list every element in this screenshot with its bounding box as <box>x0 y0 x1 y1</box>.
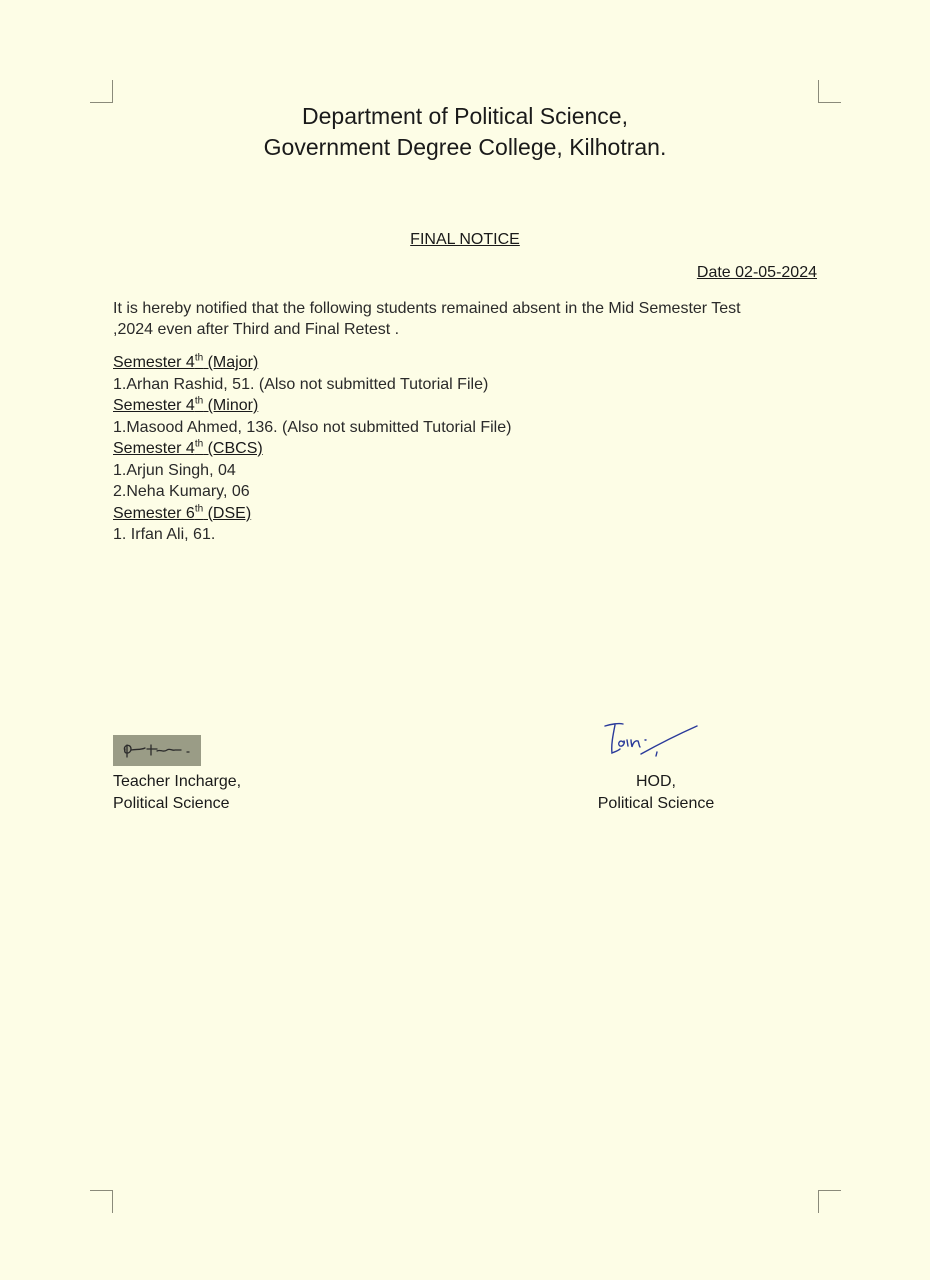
hod-role: HOD, <box>636 773 676 790</box>
notice-body-line-2: ,2024 even after Third and Final Retest . <box>113 321 400 338</box>
list-item: 1.Arhan Rashid, 51. (Also not submitted Tutorial File) <box>113 375 489 393</box>
teacher-role: Teacher Incharge, <box>113 773 242 790</box>
semester-heading-4-major: Semester 4th (Major) <box>113 352 259 371</box>
list-item: 1.Masood Ahmed, 136. (Also not submitted Tutorial File) <box>113 418 512 436</box>
list-item: 1.Arjun Singh, 04 <box>113 461 236 479</box>
college-heading: Government Degree College, Kilhotran. <box>263 134 667 160</box>
teacher-department: Political Science <box>113 794 230 812</box>
hod-signature-icon <box>595 716 700 766</box>
crop-mark-bottom-left <box>90 1190 113 1213</box>
hod-department: Political Science <box>597 794 715 812</box>
notice-title: FINAL NOTICE <box>410 231 520 248</box>
semester-heading-4-minor: Semester 4th (Minor) <box>113 395 259 414</box>
list-item: 1. Irfan Ali, 61. <box>113 526 216 543</box>
notice-body-line-1: It is hereby notified that the following students remained absent in the Mid Semester Test <box>113 300 741 317</box>
list-item: 2.Neha Kumary, 06 <box>113 483 250 500</box>
teacher-incharge-label <box>113 771 241 814</box>
teacher-signature-icon <box>113 735 201 766</box>
notice-body <box>113 298 813 340</box>
hod-label <box>560 771 752 814</box>
semester-heading-6-dse: Semester 6th (DSE) <box>113 503 252 522</box>
absent-student-list <box>113 352 813 546</box>
crop-mark-bottom-right <box>818 1190 841 1213</box>
crop-mark-top-right <box>818 80 841 103</box>
semester-heading-4-cbcs: Semester 4th (CBCS) <box>113 438 263 457</box>
crop-mark-top-left <box>90 80 113 103</box>
department-heading: Department of Political Science, <box>302 103 628 129</box>
notice-date: Date 02-05-2024 <box>696 264 817 281</box>
teacher-signature-stamp <box>113 735 201 766</box>
